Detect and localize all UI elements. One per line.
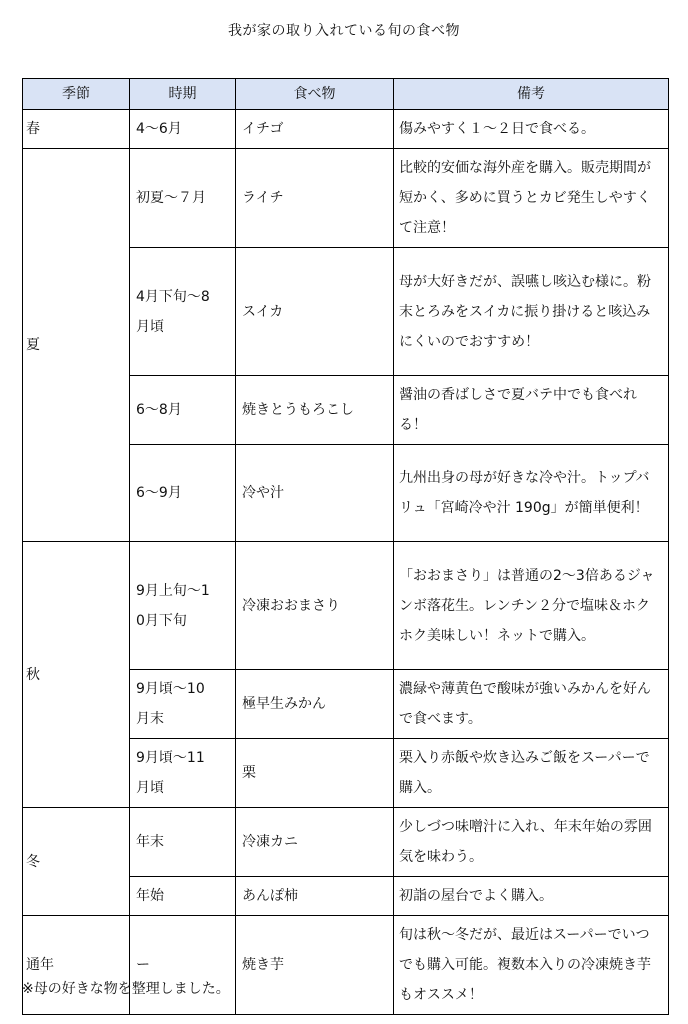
period-cell: 4～6月: [130, 110, 236, 149]
period-cell: [130, 542, 236, 670]
food-cell: イチゴ: [236, 110, 394, 149]
header-food: 食べ物: [236, 79, 394, 110]
period-cell: 年始: [130, 877, 236, 916]
remarks-cell: [394, 739, 669, 808]
period-cell: [130, 248, 236, 376]
remarks-text: 旬は秋～冬だが、最近はスーパーでいつでも購入可能。複数本入りの冷凍焼き芋もオススメ！: [399, 927, 651, 1003]
period-cell: ー: [130, 916, 236, 1015]
remarks-cell: [394, 149, 669, 248]
remarks-text: 初詣の屋台でよく購入。: [399, 888, 553, 904]
food-cell: スイカ: [236, 248, 394, 376]
period-text: 9月頃～11月頃: [136, 750, 205, 796]
period-cell: [130, 739, 236, 808]
season-cell-winter: 冬: [23, 808, 130, 916]
remarks-text: 「おおまさり」は普通の2～3倍あるジャンボ落花生。レンチン２分で塩味＆ホクホク美味しい！ネットで購入。: [399, 567, 655, 644]
remarks-text: 九州出身の母が好きな冷や汁。トップバリュ「宮崎冷や汁 190g」が簡単便利！: [399, 470, 650, 516]
period-text: 9月上旬～10月下旬: [136, 582, 210, 629]
food-cell: 冷凍おおまさり: [236, 542, 394, 670]
food-cell: 焼き芋: [236, 916, 394, 1015]
remarks-text: 醤油の香ばしさで夏バテ中でも食べれる！: [399, 387, 637, 433]
food-cell: あんぽ柿: [236, 877, 394, 916]
period-cell: 年末: [130, 808, 236, 877]
remarks-cell: [394, 916, 669, 1015]
season-cell-allyear: 通年: [23, 916, 130, 1015]
season-cell-spring: 春: [23, 110, 130, 149]
period-cell: 6～9月: [130, 445, 236, 542]
table-header-row: [23, 79, 669, 110]
table-row: [23, 808, 669, 877]
table-row: [23, 916, 669, 1015]
food-cell: ライチ: [236, 149, 394, 248]
remarks-text: 母が大好きだが、誤嚥し咳込む様に。粉末とろみをスイカに振り掛けると咳込みにくいのでおすすめ！: [399, 273, 651, 350]
food-cell: 栗: [236, 739, 394, 808]
seasonal-food-table: [22, 78, 669, 1015]
period-text: 4月下旬～8月頃: [136, 288, 210, 335]
remarks-cell: [394, 445, 669, 542]
page-title: 我が家の取り入れている旬の食べ物: [228, 23, 460, 39]
remarks-cell: [394, 670, 669, 739]
remarks-text: 少しづつ味噌汁に入れ、年末年始の雰囲気を味わう。: [399, 819, 652, 865]
remarks-text: 濃緑や薄黄色で酸味が強いみかんを好んで食べます。: [399, 681, 651, 727]
table-row: [23, 542, 669, 670]
table-row: [23, 149, 669, 248]
food-cell: 極早生みかん: [236, 670, 394, 739]
header-remarks: 備考: [394, 79, 669, 110]
period-cell: 6～8月: [130, 376, 236, 445]
remarks-cell: [394, 376, 669, 445]
food-cell: 焼きとうもろこし: [236, 376, 394, 445]
season-cell-summer: 夏: [23, 149, 130, 542]
table-row: [23, 110, 669, 149]
period-text: 9月頃～10月末: [136, 681, 205, 727]
period-cell: 初夏～７月: [130, 149, 236, 248]
period-cell: [130, 670, 236, 739]
remarks-text: 傷みやすく１～２日で食べる。: [399, 121, 595, 137]
footnote: ※母の好きな物を整理しました。: [22, 981, 230, 997]
remarks-cell: [394, 248, 669, 376]
header-season: 季節: [23, 79, 130, 110]
remarks-cell: [394, 808, 669, 877]
remarks-cell: [394, 110, 669, 149]
header-period: 時期: [130, 79, 236, 110]
season-cell-autumn: 秋: [23, 542, 130, 808]
food-cell: 冷や汁: [236, 445, 394, 542]
remarks-cell: [394, 542, 669, 670]
remarks-text: 比較的安価な海外産を購入。販売期間が短かく、多めに買うとカビ発生しやすくて注意！: [399, 160, 651, 236]
remarks-cell: [394, 877, 669, 916]
remarks-text: 栗入り赤飯や炊き込みご飯をスーパーで購入。: [399, 750, 650, 796]
food-cell: 冷凍カニ: [236, 808, 394, 877]
